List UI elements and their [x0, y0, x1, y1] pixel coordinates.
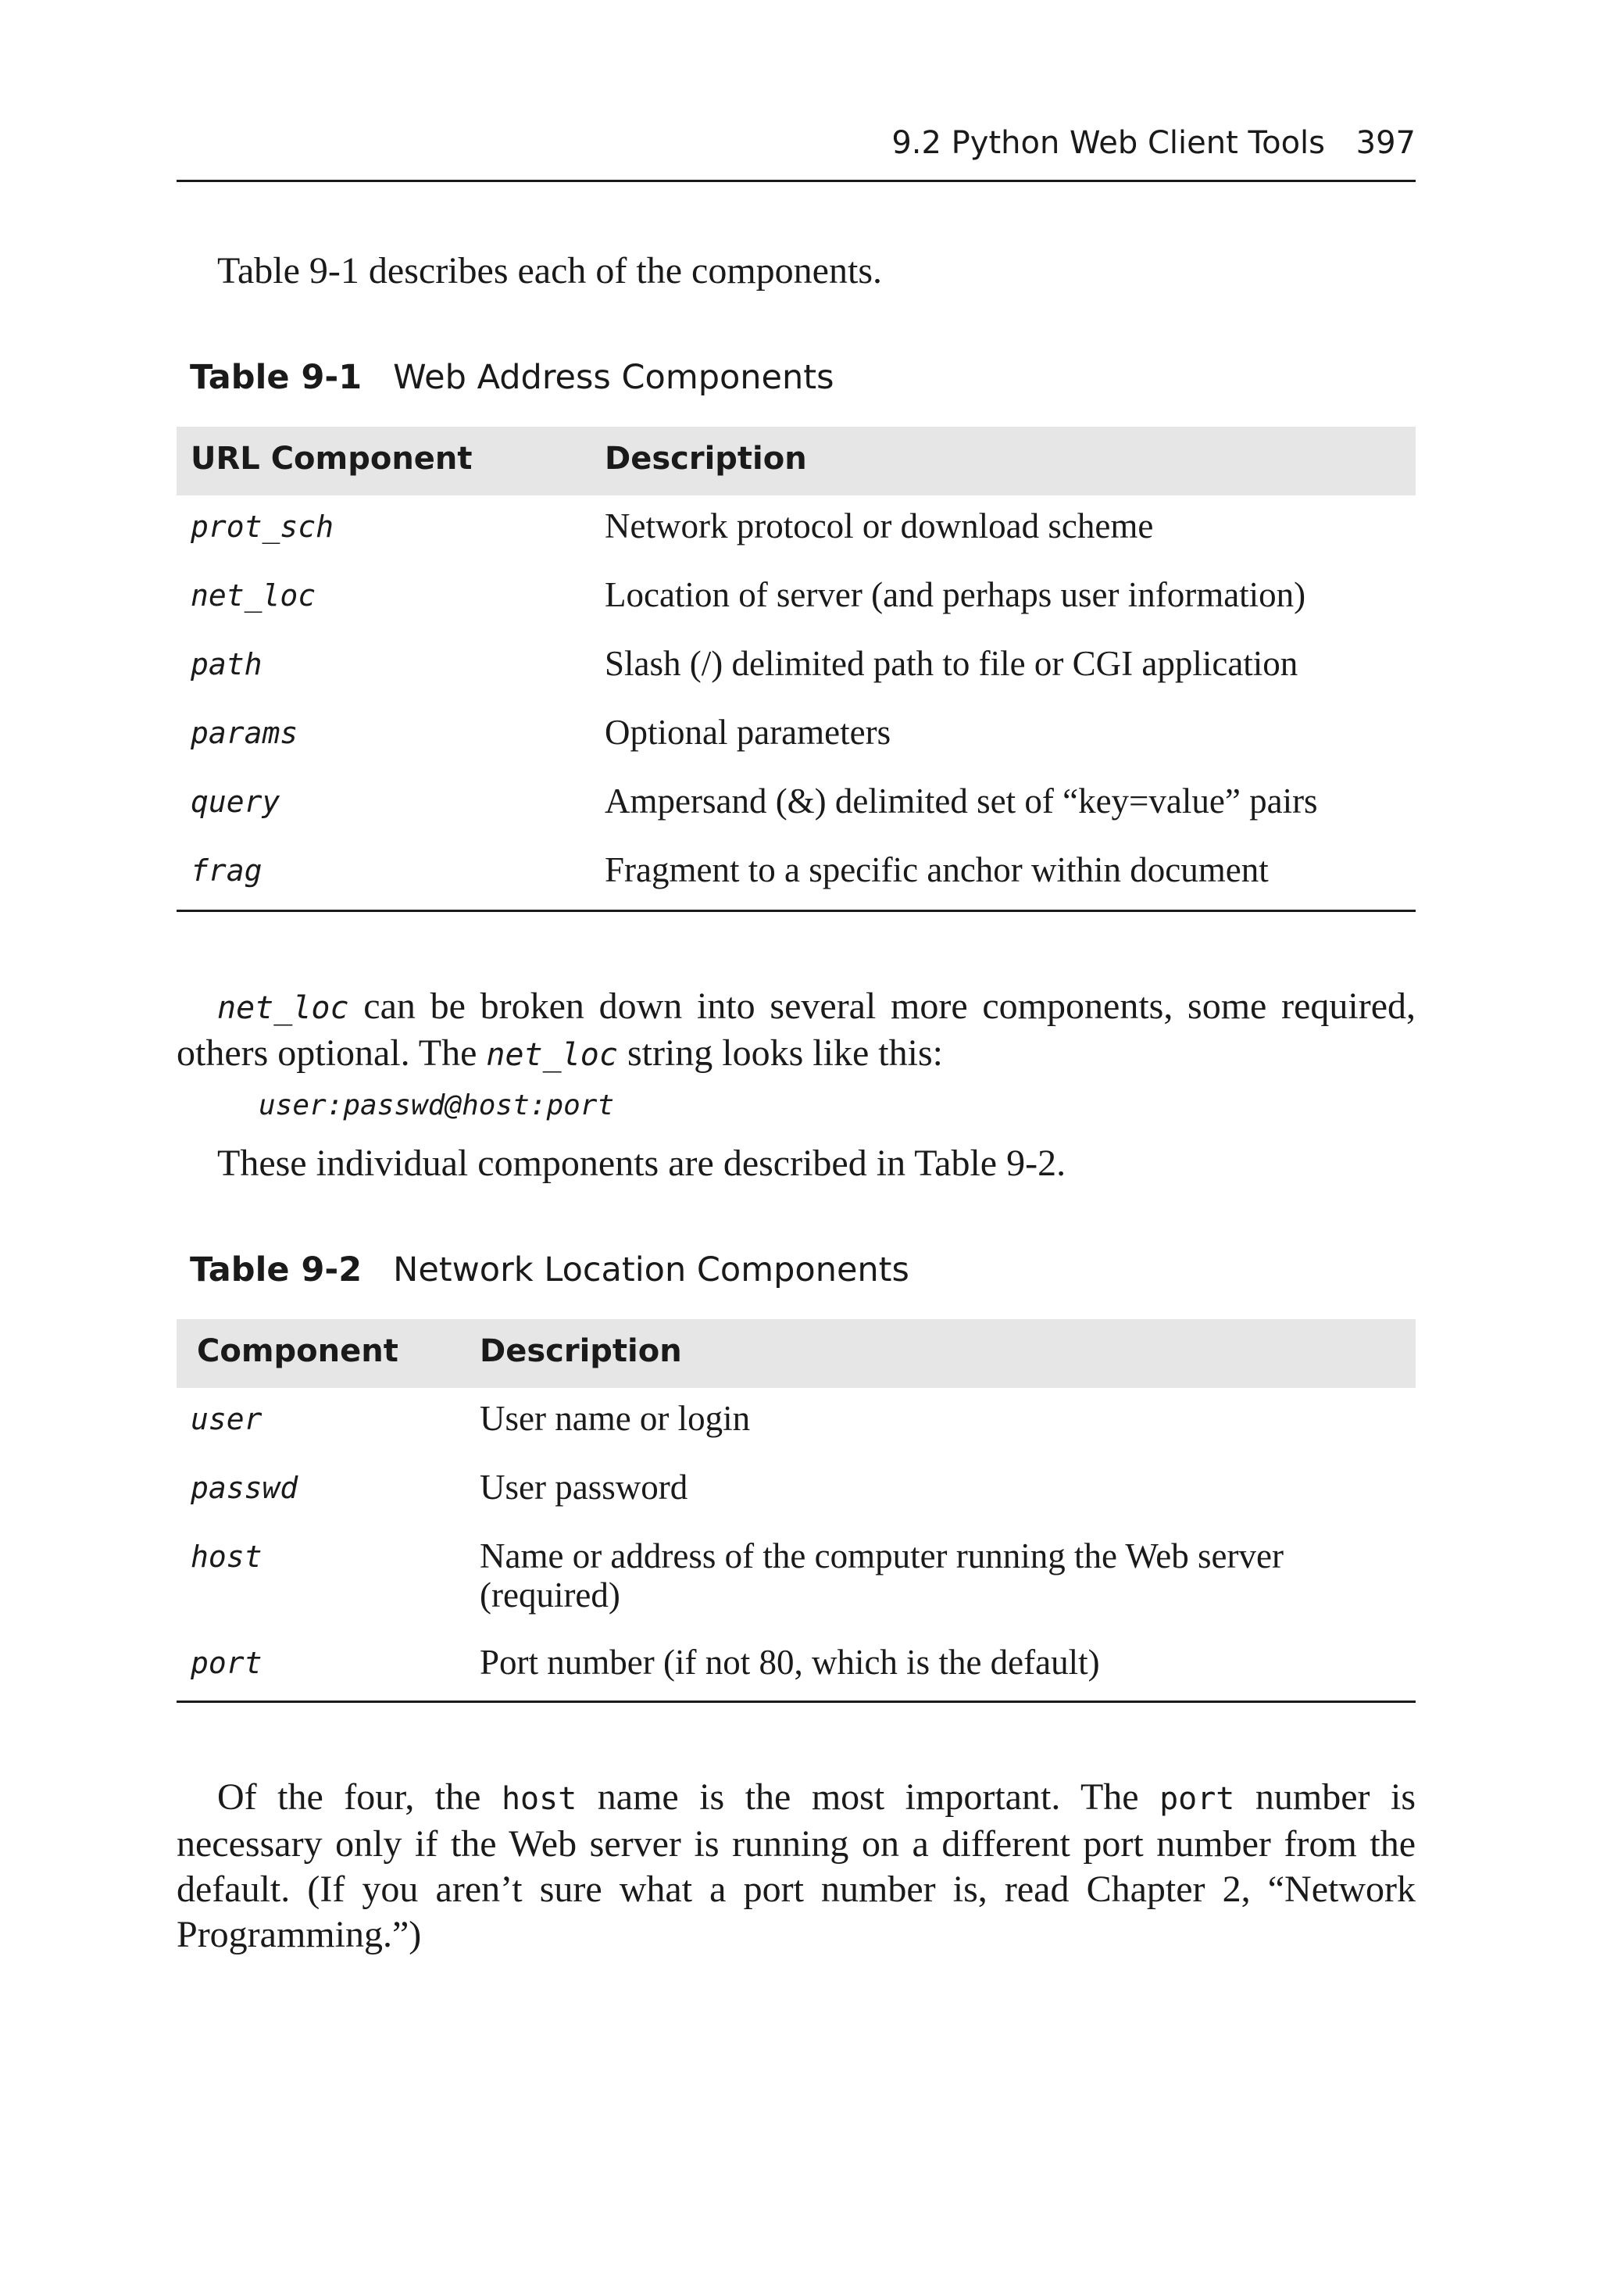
- table-row: [177, 702, 1416, 771]
- netloc-text-2: string looks like this:: [617, 1032, 943, 1074]
- closing-text-3: number is necessary only if the Web server is running on a different port number from the default. (If you aren’t sure what a port number is, read Chapter 2, “Network Programming.”): [177, 1776, 1416, 1955]
- section-title: 9.2 Python Web Client Tools: [891, 125, 1325, 161]
- table1-cell-component: frag: [191, 853, 262, 888]
- table2-cell-description: User password: [480, 1468, 688, 1507]
- table-row: [177, 1457, 1416, 1525]
- table-row: [177, 1388, 1416, 1457]
- table-row: [177, 564, 1416, 633]
- closing-text-2: name is the most important. The: [577, 1776, 1160, 1818]
- netloc-text-1: can be broken down into several more components, some required, others optional. The: [177, 985, 1416, 1074]
- table1-cell-description: Fragment to a specific anchor within document: [605, 850, 1269, 889]
- table2-caption-number: Table 9-2: [190, 1250, 362, 1289]
- inline-code: host: [501, 1781, 577, 1817]
- inline-code: port: [1159, 1781, 1235, 1817]
- page-number: 397: [1355, 125, 1416, 161]
- netloc-paragraph: [177, 984, 1416, 1078]
- table2-header-row: [177, 1319, 1416, 1388]
- table-row: [177, 839, 1416, 910]
- table1-cell-component: query: [191, 785, 280, 819]
- table2-cell-component: user: [191, 1402, 262, 1436]
- table1-header-component: URL Component: [191, 441, 473, 477]
- table2-cell-description: Name or address of the computer running the Web server (required): [480, 1536, 1284, 1615]
- inline-code: net_loc: [217, 990, 349, 1026]
- table2-cell-description: Port number (if not 80, which is the default): [480, 1643, 1100, 1682]
- table2-cell-description: User name or login: [480, 1399, 751, 1438]
- table2-header-description: Description: [480, 1333, 682, 1369]
- table2-caption-title: Network Location Components: [393, 1250, 909, 1289]
- closing-text-1: Of the four, the: [217, 1776, 502, 1818]
- table1-cell-description: Location of server (and perhaps user information): [605, 575, 1306, 614]
- inline-code: net_loc: [486, 1037, 618, 1073]
- intro-paragraph: Table 9-1 describes each of the components.: [217, 250, 882, 291]
- table1: [177, 427, 1416, 912]
- table-row: [177, 1632, 1416, 1701]
- table2: [177, 1319, 1416, 1703]
- table2-cell-component: host: [191, 1540, 262, 1574]
- table1-cell-component: params: [191, 716, 298, 750]
- table1-cell-description: Optional parameters: [605, 713, 891, 752]
- table1-caption: [190, 358, 834, 397]
- table1-cell-component: path: [191, 647, 262, 681]
- table2-cell-component: passwd: [191, 1471, 298, 1505]
- table1-cell-component: net_loc: [191, 578, 316, 613]
- table1-cell-description: Ampersand (&) delimited set of “key=value” pairs: [605, 781, 1318, 821]
- table2-header-component: Component: [197, 1333, 398, 1369]
- table-row: [177, 1525, 1416, 1632]
- closing-paragraph: [177, 1775, 1416, 1958]
- table2-cell-component: port: [191, 1646, 262, 1680]
- table-row: [177, 633, 1416, 702]
- table1-header-description: Description: [605, 441, 807, 477]
- table1-header-row: [177, 427, 1416, 495]
- table-row: [177, 495, 1416, 564]
- described-paragraph: These individual components are described in Table 9-2.: [217, 1143, 1066, 1184]
- table1-cell-description: Slash (/) delimited path to file or CGI application: [605, 644, 1298, 683]
- table1-caption-number: Table 9-1: [190, 358, 362, 397]
- running-header: [177, 117, 1416, 182]
- table-row: [177, 771, 1416, 839]
- table2-caption: [190, 1250, 909, 1289]
- table1-cell-description: Network protocol or download scheme: [605, 506, 1154, 545]
- table1-caption-title: Web Address Components: [393, 358, 834, 397]
- code-example: user:passwd@host:port: [259, 1089, 615, 1121]
- table1-cell-component: prot_sch: [191, 510, 334, 544]
